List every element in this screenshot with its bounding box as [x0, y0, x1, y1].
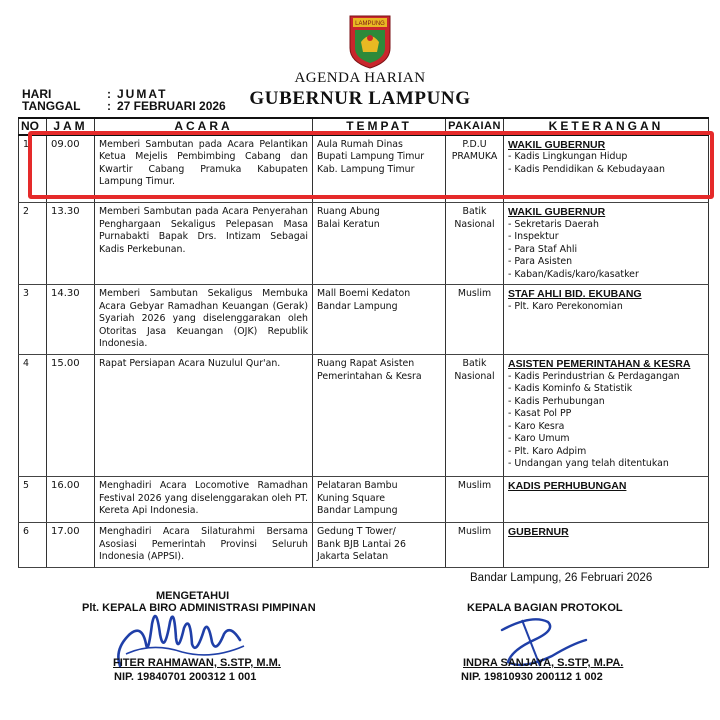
left-signer-title2: Plt. KEPALA BIRO ADMINISTRASI PIMPINAN [82, 602, 316, 614]
keterangan-item: - Kadis Lingkungan Hidup [508, 151, 628, 162]
row-keterangan [504, 285, 709, 355]
table-row [19, 523, 709, 568]
keterangan-head: STAF AHLI BID. EKUBANG [508, 288, 642, 300]
row-keterangan [504, 203, 709, 285]
row-tempat [313, 285, 446, 355]
pakaian-line: Nasional [454, 370, 495, 382]
tempat-line: Pelataran Bambu [317, 480, 398, 491]
row-tempat [313, 203, 446, 285]
row-jam: 15.00 [47, 355, 95, 477]
tempat-line: Bandar Lampung [317, 300, 398, 312]
row-jam: 16.00 [47, 477, 95, 523]
row-keterangan [504, 477, 709, 523]
row-acara: Menghadiri Acara Locomotive Ramadhan Festival 2026 yang diselenggarakan oleh PT. Kereta Api Indonesia. [95, 477, 313, 523]
row-pakaian [446, 285, 504, 355]
left-signer-title1: MENGETAHUI [156, 590, 230, 602]
row-no: 5 [19, 477, 47, 523]
table-row [19, 477, 709, 523]
pakaian-line: Muslim [457, 526, 492, 537]
row-no: 4 [19, 355, 47, 477]
pakaian-line: Muslim [457, 480, 492, 491]
header-tempat: TEMPAT [313, 118, 446, 135]
pakaian-line: PRAMUKA [451, 151, 498, 162]
row-acara: Memberi Sambutan Sekaligus Membuka Acara Gebyar Ramadhan Keuangan (Gerak) Syariah 2026 yang diselenggarakan oleh Otoritas Jasa Keuangan (OJK) Republik Indonesia. [95, 285, 313, 355]
row-tempat [313, 355, 446, 477]
tempat-line: Balai Keratun [317, 218, 380, 230]
pakaian-line: Muslim [457, 288, 492, 299]
keterangan-item: - Kaban/Kadis/karo/kasatker [508, 268, 639, 280]
row-jam: 14.30 [47, 285, 95, 355]
keterangan-item: - Kasat Pol PP [508, 408, 572, 419]
left-signer-nip: NIP. 19840701 200312 1 001 [114, 671, 257, 683]
tempat-line: Aula Rumah Dinas [317, 138, 403, 150]
logo-text: LAMPUNG [355, 21, 385, 27]
place-date: Bandar Lampung, 26 Februari 2026 [470, 572, 653, 584]
row-pakaian [446, 203, 504, 285]
row-jam: 09.00 [47, 135, 95, 203]
pakaian-line: Batik [462, 358, 487, 369]
keterangan-item: - Kadis Perhubungan [508, 395, 605, 407]
table-row [19, 203, 709, 285]
header-jam: JAM [47, 118, 95, 135]
keterangan-head: GUBERNUR [508, 526, 569, 538]
keterangan-item: - Karo Kesra [508, 420, 565, 432]
document-title-line2: GUBERNUR LAMPUNG [249, 88, 471, 109]
row-tempat [313, 477, 446, 523]
hari-value: JUMAT [117, 87, 168, 101]
row-acara: Menghadiri Acara Silaturahmi Bersama Asosiasi Pemerintah Provinsi Seluruh Indonesia (APPSI). [95, 523, 313, 568]
header-keterangan: KETERANGAN [504, 118, 709, 135]
row-keterangan [504, 355, 709, 477]
row-pakaian [446, 355, 504, 477]
keterangan-item: - Karo Umum [508, 433, 570, 444]
tempat-line: Bupati Lampung Timur [317, 151, 425, 162]
table-row [19, 285, 709, 355]
row-acara: Memberi Sambutan pada Acara Pelantikan Ketua Mejelis Pembimbing Cabang dan Kwartir Cabang Pramuka Kabupaten Lampung Timur. [95, 135, 313, 203]
highlight-box [28, 131, 714, 199]
header-no: NO [19, 118, 47, 135]
table-row [19, 355, 709, 477]
tanggal-value: 27 FEBRUARI 2026 [117, 99, 226, 113]
row-acara: Rapat Persiapan Acara Nuzulul Qur'an. [95, 355, 313, 477]
keterangan-item: - Sekretaris Daerah [508, 218, 599, 230]
keterangan-item: - Para Staf Ahli [508, 243, 578, 255]
keterangan-head: WAKIL GUBERNUR [508, 138, 606, 151]
row-no: 2 [19, 203, 47, 285]
row-pakaian [446, 523, 504, 568]
header-acara: ACARA [95, 118, 313, 135]
document-title-line1: AGENDA HARIAN [294, 70, 426, 86]
row-no: 6 [19, 523, 47, 568]
row-no: 1 [19, 135, 47, 203]
tanggal-label: TANGGAL [22, 99, 81, 113]
keterangan-item: - Kadis Pendidikan & Kebudayaan [508, 163, 665, 175]
row-acara: Memberi Sambutan pada Acara Penyerahan Penghargaan Sekaligus Pelepasan Masa Purnabakti Bapak Drs. Intizam Sebagai Kadis Perkebunan. [95, 203, 313, 285]
row-tempat [313, 523, 446, 568]
tempat-line: Pemerintahan & Kesra [317, 370, 422, 382]
keterangan-item: - Kadis Kominfo & Statistik [508, 383, 633, 394]
keterangan-head: KADIS PERHUBUNGAN [508, 480, 627, 492]
row-no: 3 [19, 285, 47, 355]
tanggal-colon: : [107, 99, 111, 113]
pakaian-line: Batik [462, 206, 487, 217]
keterangan-item: - Undangan yang telah ditentukan [508, 458, 669, 469]
tempat-line: Kab. Lampung Timur [317, 163, 415, 175]
keterangan-item: - Inspektur [508, 231, 559, 242]
header-pakaian: PAKAIAN [446, 118, 504, 135]
pakaian-line: P.D.U [462, 138, 487, 150]
row-jam: 13.30 [47, 203, 95, 285]
keterangan-head: WAKIL GUBERNUR [508, 206, 606, 218]
right-signer-name: INDRA SANJAYA, S.STP, M.PA. [463, 657, 624, 669]
left-signer-name: FITER RAHMAWAN, S.STP, M.M. [113, 657, 281, 669]
keterangan-item: - Para Asisten [508, 256, 573, 267]
keterangan-item: - Plt. Karo Adpim [508, 445, 587, 457]
tempat-line: Kuning Square [317, 492, 386, 504]
right-signer-nip: NIP. 19810930 200112 1 002 [461, 671, 603, 683]
pakaian-line: Nasional [454, 218, 495, 230]
tempat-line: Ruang Rapat Asisten [317, 358, 415, 369]
tempat-line: Bank BJB Lantai 26 [317, 538, 406, 550]
keterangan-item: - Kadis Perindustrian & Perdagangan [508, 370, 680, 382]
tempat-line: Jakarta Selatan [317, 551, 389, 562]
tempat-line: Mall Boemi Kedaton [317, 288, 411, 299]
tempat-line: Gedung T Tower/ [317, 526, 396, 537]
hari-label: HARI [22, 87, 52, 101]
row-keterangan [504, 523, 709, 568]
row-pakaian [446, 477, 504, 523]
hari-colon: : [107, 87, 111, 101]
row-jam: 17.00 [47, 523, 95, 568]
right-signer-title: KEPALA BAGIAN PROTOKOL [467, 602, 623, 614]
lampung-emblem-icon [347, 12, 393, 70]
keterangan-head: ASISTEN PEMERINTAHAN & KESRA [508, 358, 691, 370]
tempat-line: Bandar Lampung [317, 505, 398, 516]
keterangan-item: - Plt. Karo Perekonomian [508, 300, 623, 312]
tempat-line: Ruang Abung [317, 206, 380, 217]
